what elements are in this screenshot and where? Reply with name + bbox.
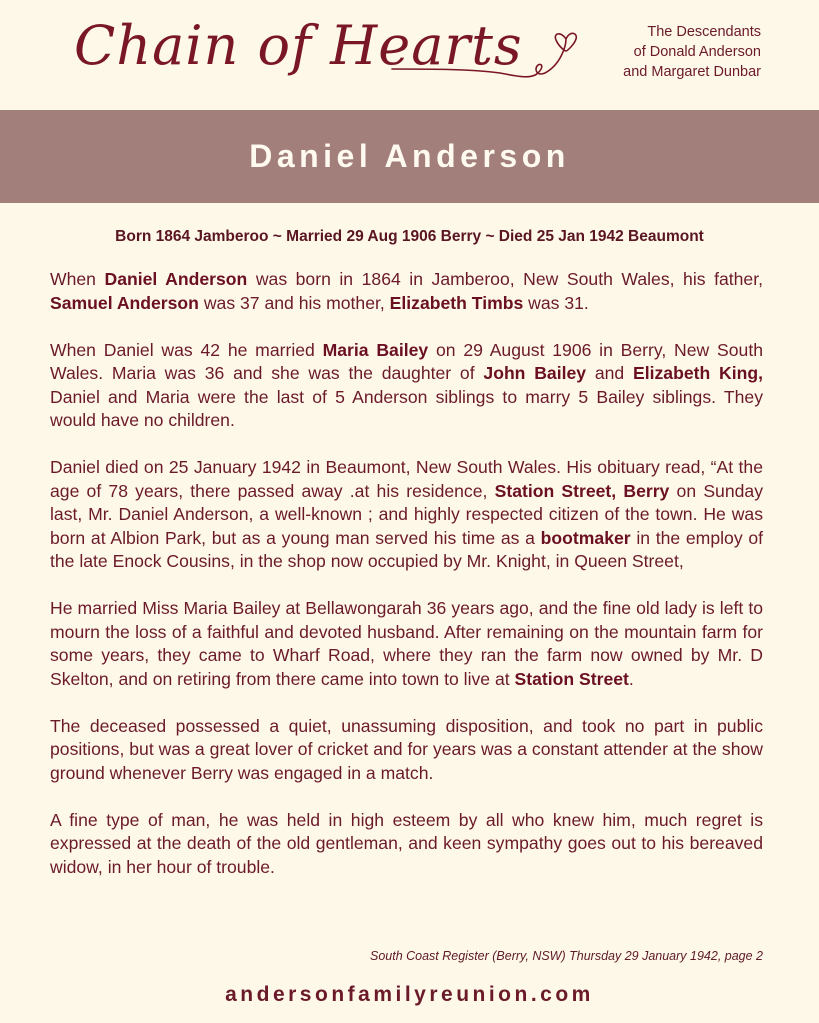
bold-name: Station Street: [514, 668, 629, 689]
bold-name: bootmaker: [540, 527, 631, 548]
text-run: on 29 August 1906 in Berry, New South Wales. Maria was 36 and she was the daughter of: [50, 339, 764, 383]
text-run: was born in 1864 in Jamberoo, New South Wales, his father,: [247, 269, 763, 289]
heart-flourish-icon: [390, 25, 590, 100]
text-run: and: [586, 363, 633, 383]
text-run: was 31.: [523, 292, 589, 313]
tagline-line: of Donald Anderson: [633, 44, 761, 60]
text-run: When: [50, 269, 105, 289]
bold-name: John Bailey: [483, 363, 587, 383]
text-run: The deceased possessed a quiet, unassuming disposition, and took no part in public positions, but was a great lover of cricket and for years was a constant attender at the show ground whenever Berry was engaged in a match.: [50, 715, 763, 783]
text-run: on Sunday last, Mr. Daniel Anderson, a well-known ; and highly respected citizen of the town. He was born at Albion Park, but as a young man served his time as a: [50, 480, 763, 548]
website-footer: andersonfamilyreunion.com: [225, 983, 594, 1006]
title-banner: [0, 110, 819, 203]
logo: Chain of Hearts: [74, 14, 523, 77]
text-run: in the employ of the late Enock Cousins, in the shop now occupied by Mr. Knight, in Queen Street,: [50, 527, 763, 571]
bold-name: Station Street, Berry: [494, 480, 670, 501]
text-run: A fine type of man, he was held in high esteem by all who knew him, much regret is expressed at the death of the old gentleman, and keen sympathy goes out to his bereaved widow, in her hour of trouble.: [50, 809, 763, 877]
bold-name: Elizabeth King,: [632, 363, 763, 383]
text-run: Daniel died on 25 January 1942 in Beaumont, New South Wales. His obituary read, “At the age of 78 years, there passed away .at his residence,: [50, 457, 763, 501]
bold-name: Daniel Anderson: [104, 269, 248, 289]
biography-body: [50, 268, 763, 903]
paragraph: [50, 456, 763, 574]
paragraph: [50, 715, 763, 786]
header: [0, 0, 819, 110]
life-events-subtitle: Born 1864 Jamberoo ~ Married 29 Aug 1906 Berry ~ Died 25 Jan 1942 Beaumont: [115, 228, 704, 245]
bold-name: Elizabeth Timbs: [389, 292, 524, 313]
tagline-line: The Descendants: [647, 24, 761, 40]
bold-name: Maria Bailey: [322, 339, 429, 360]
tagline: [623, 22, 761, 82]
text-run: .: [628, 668, 634, 689]
text-run: was 37 and his mother,: [198, 292, 390, 313]
paragraph: [50, 597, 763, 691]
paragraph: [50, 339, 763, 433]
bold-name: Samuel Anderson: [50, 292, 199, 313]
source-citation: South Coast Register (Berry, NSW) Thursday 29 January 1942, page 2: [369, 949, 763, 963]
text-run: He married Miss Maria Bailey at Bellawongarah 36 years ago, and the fine old lady is left to mourn the loss of a faithful and devoted husband. After remaining on the mountain farm for some years, they came to Wharf Road, where they ran the farm now owned by Mr. D Skelton, and on retiring from there came into town to live at: [50, 598, 763, 689]
page-title: Daniel Anderson: [249, 138, 570, 174]
text-run: Daniel and Maria were the last of 5 Anderson siblings to marry 5 Bailey siblings. They would have no children.: [50, 386, 763, 430]
tagline-line: and Margaret Dunbar: [623, 64, 761, 80]
paragraph: [50, 268, 763, 315]
paragraph: [50, 809, 763, 880]
text-run: When Daniel was 42 he married: [50, 339, 323, 360]
